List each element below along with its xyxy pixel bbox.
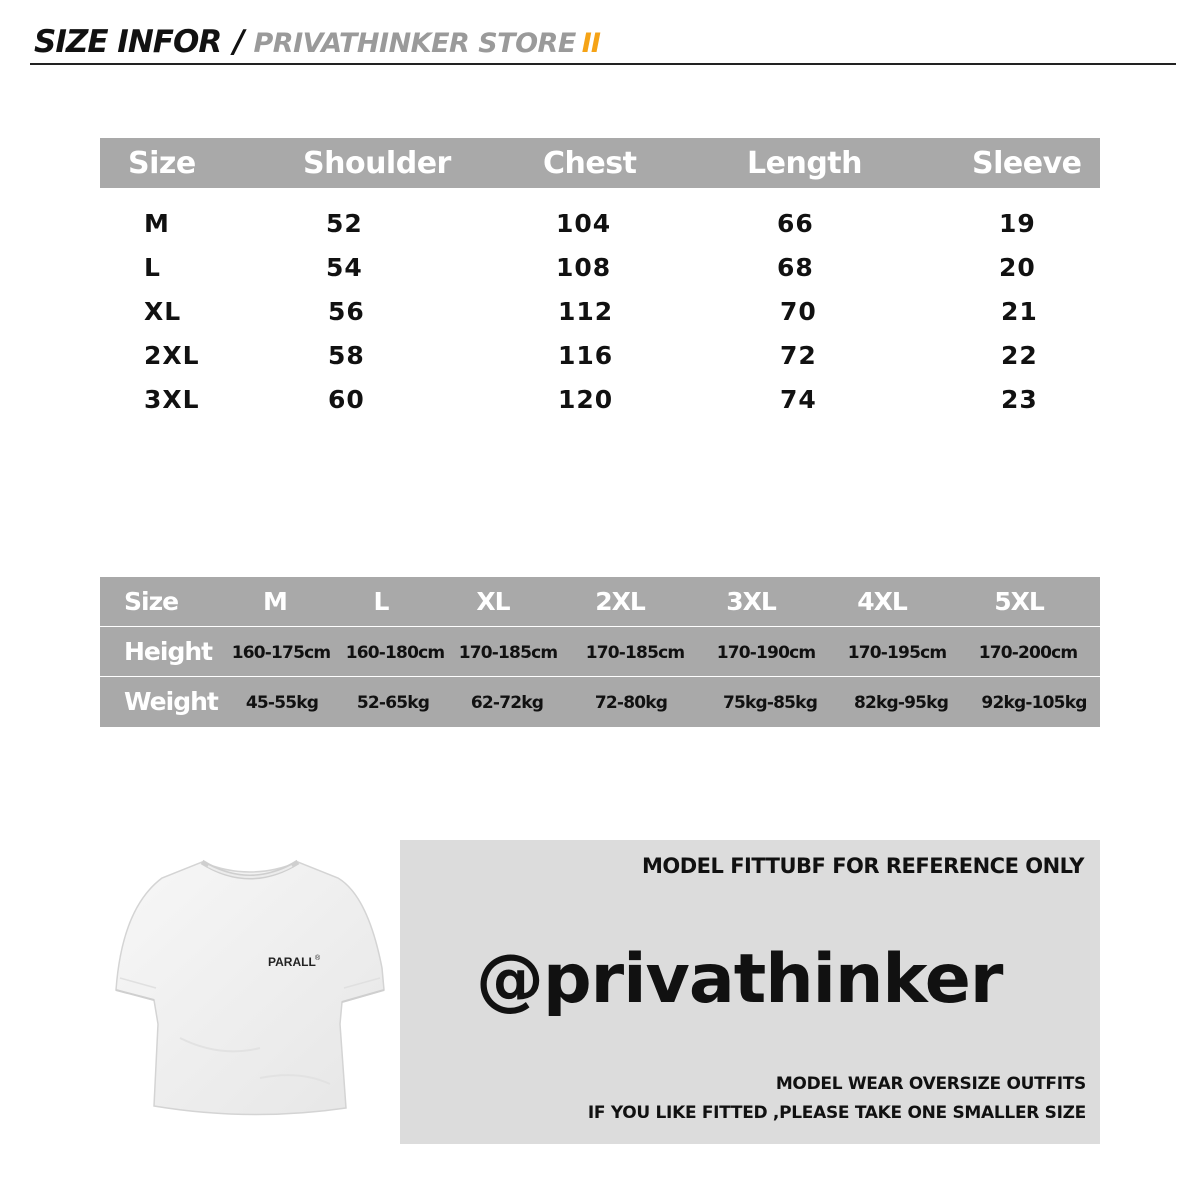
chest-cell: 120 [558, 385, 614, 414]
size-cell: M [144, 209, 170, 238]
fit-guide-table [100, 577, 1100, 727]
header-divider [30, 63, 1176, 65]
header-title [34, 24, 600, 60]
sleeve-cell: 23 [1001, 385, 1038, 414]
height-cell: 170-200cm [978, 643, 1078, 663]
tshirt-image [110, 848, 390, 1118]
shirt-logo-text: PARALL [268, 955, 316, 969]
measurement-table [100, 138, 1100, 423]
fit-guide-weight-row [100, 677, 1100, 727]
sleeve-cell: 21 [1001, 297, 1038, 326]
height-cell: 170-195cm [847, 643, 947, 663]
length-cell: 70 [780, 297, 817, 326]
weight-cell: 75kg-85kg [722, 693, 818, 713]
height-cell: 170-185cm [585, 643, 685, 663]
weight-cell: 62-72kg [470, 693, 544, 713]
sleeve-cell: 22 [1001, 341, 1038, 370]
fit-guide-height-row [100, 627, 1100, 677]
table-row [100, 203, 1100, 247]
fit-guide-size-cell: L [373, 587, 389, 616]
column-header-sleeve: Sleeve [972, 146, 1082, 181]
height-cell: 170-190cm [716, 643, 816, 663]
shoulder-cell: 54 [326, 253, 363, 282]
header-bars-icon: II [581, 28, 600, 59]
table-row [100, 379, 1100, 423]
sizing-advice-note: IF YOU LIKE FITTED ,PLEASE TAKE ONE SMALLER SIZE [587, 1103, 1086, 1123]
table-row [100, 335, 1100, 379]
sleeve-cell: 19 [999, 209, 1036, 238]
shoulder-cell: 58 [328, 341, 365, 370]
reference-note: MODEL FITTUBF FOR REFERENCE ONLY [641, 854, 1084, 878]
info-panel [400, 840, 1100, 1144]
shoulder-cell: 56 [328, 297, 365, 326]
fit-guide-weight-label: Weight [124, 687, 218, 716]
weight-cell: 92kg-105kg [981, 693, 1087, 713]
measurement-table-header [100, 138, 1100, 188]
fit-guide-size-cell: M [263, 587, 287, 616]
length-cell: 66 [777, 209, 814, 238]
chest-cell: 104 [556, 209, 612, 238]
chest-cell: 108 [556, 253, 612, 282]
length-cell: 72 [780, 341, 817, 370]
table-row [100, 247, 1100, 291]
header-store-name: PRIVATHINKER STORE [253, 28, 576, 59]
size-cell: 2XL [144, 341, 200, 370]
column-header-chest: Chest [543, 146, 637, 181]
chest-cell: 112 [558, 297, 614, 326]
sleeve-cell: 20 [999, 253, 1036, 282]
fit-guide-height-label: Height [124, 637, 213, 666]
length-cell: 68 [777, 253, 814, 282]
fit-guide-size-label: Size [124, 587, 179, 616]
size-cell: 3XL [144, 385, 200, 414]
shirt-logo-registered-mark: ® [315, 955, 321, 962]
size-cell: XL [144, 297, 182, 326]
length-cell: 74 [780, 385, 817, 414]
height-cell: 160-175cm [231, 643, 331, 663]
fit-guide-size-cell: 3XL [726, 587, 776, 616]
store-handle: @privathinker [476, 940, 1003, 1019]
shoulder-cell: 60 [328, 385, 365, 414]
shoulder-cell: 52 [326, 209, 363, 238]
fit-guide-size-row [100, 577, 1100, 627]
page-header [30, 22, 1176, 66]
header-separator: / [233, 24, 244, 60]
weight-cell: 72-80kg [594, 693, 668, 713]
weight-cell: 45-55kg [245, 693, 319, 713]
fit-guide-size-cell: 2XL [595, 587, 645, 616]
header-size-infor: SIZE INFOR [34, 24, 222, 60]
column-header-length: Length [747, 146, 862, 181]
height-cell: 170-185cm [458, 643, 558, 663]
chest-cell: 116 [558, 341, 614, 370]
column-header-size: Size [128, 146, 196, 181]
fit-guide-size-cell: XL [476, 587, 510, 616]
fit-guide-size-cell: 4XL [857, 587, 907, 616]
size-cell: L [144, 253, 161, 282]
weight-cell: 52-65kg [356, 693, 430, 713]
table-row [100, 291, 1100, 335]
fit-guide-size-cell: 5XL [994, 587, 1044, 616]
measurement-table-body [100, 188, 1100, 423]
oversize-note: MODEL WEAR OVERSIZE OUTFITS [775, 1074, 1086, 1094]
height-cell: 160-180cm [345, 643, 445, 663]
weight-cell: 82kg-95kg [853, 693, 949, 713]
column-header-shoulder: Shoulder [303, 146, 451, 181]
